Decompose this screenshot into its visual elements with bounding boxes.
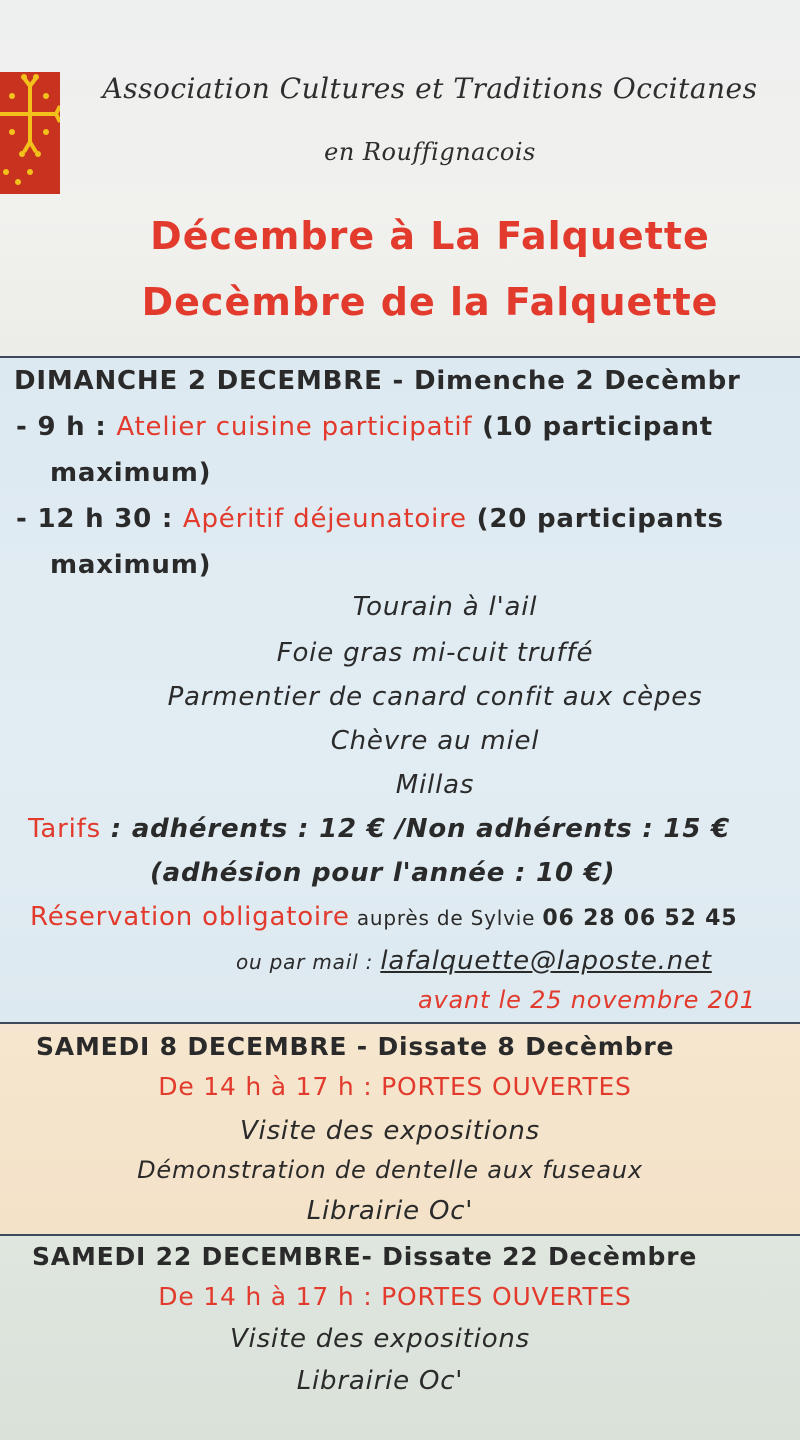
mail-line	[236, 946, 712, 976]
item-note-cont: maximum)	[50, 550, 212, 580]
tarifs-label: Tarifs	[28, 814, 101, 844]
reservation-label: Réservation obligatoire	[30, 902, 350, 932]
menu-item: Foie gras mi-cuit truffé	[276, 638, 594, 668]
poster-header	[0, 0, 800, 356]
item-activity: Apéritif déjeunatoire	[182, 504, 467, 534]
mail-label: ou par mail :	[236, 950, 381, 974]
tarifs-line	[28, 814, 730, 844]
item-time: - 12 h 30 :	[16, 504, 183, 534]
association-name: Association Cultures et Traditions Occitanes	[102, 72, 758, 105]
phone-number: 06 28 06 52 45	[542, 906, 738, 931]
item-note-cont: maximum)	[50, 458, 212, 488]
menu-item: Parmentier de canard confit aux cèpes	[167, 682, 703, 712]
event-line: Librairie Oc'	[306, 1196, 474, 1226]
occitan-cross-icon	[0, 72, 60, 194]
item-note: (20 participants	[466, 504, 724, 534]
event-line: Visite des expositions	[239, 1116, 541, 1146]
sunday-section	[0, 356, 800, 1022]
reservation-line	[30, 902, 737, 932]
item-activity: Atelier cuisine participatif	[116, 412, 473, 442]
item-note: (10 participant	[472, 412, 714, 442]
adhesion-line: (adhésion pour l'année : 10 €)	[150, 858, 616, 888]
association-location: en Rouffignacois	[324, 138, 536, 166]
reservation-text: auprès de Sylvie	[349, 906, 543, 930]
saturday-22-section	[0, 1234, 800, 1440]
poster-title: Décembre à La Falquette	[150, 214, 710, 258]
menu-item: Tourain à l'ail	[352, 592, 538, 622]
schedule-item-aperitif	[16, 504, 724, 534]
menu-item: Chèvre au miel	[330, 726, 540, 756]
menu-item: Millas	[395, 770, 475, 800]
open-hours: De 14 h à 17 h : PORTES OUVERTES	[158, 1072, 632, 1101]
mail-link[interactable]: lafalquette@laposte.net	[380, 946, 712, 976]
saturday-22-heading: SAMEDI 22 DECEMBRE- Dissate 22 Decèmbre	[32, 1242, 698, 1271]
item-time: - 9 h :	[16, 412, 117, 442]
schedule-item-cooking	[16, 412, 713, 442]
event-line: Librairie Oc'	[296, 1366, 464, 1396]
open-hours: De 14 h à 17 h : PORTES OUVERTES	[158, 1282, 632, 1311]
saturday-8-heading: SAMEDI 8 DECEMBRE - Dissate 8 Decèmbre	[36, 1032, 675, 1061]
poster-title-occitan: Decèmbre de la Falquette	[141, 280, 719, 324]
sunday-heading: DIMANCHE 2 DECEMBRE - Dimenche 2 Decèmbr	[14, 366, 741, 396]
tarifs-text: : adhérents : 12 € /Non adhérents : 15 €	[100, 814, 730, 844]
event-line: Visite des expositions	[229, 1324, 531, 1354]
deadline: avant le 25 novembre 201	[418, 986, 756, 1014]
saturday-8-section	[0, 1022, 800, 1234]
occitan-flag	[0, 72, 60, 194]
event-line: Démonstration de dentelle aux fuseaux	[137, 1156, 643, 1184]
